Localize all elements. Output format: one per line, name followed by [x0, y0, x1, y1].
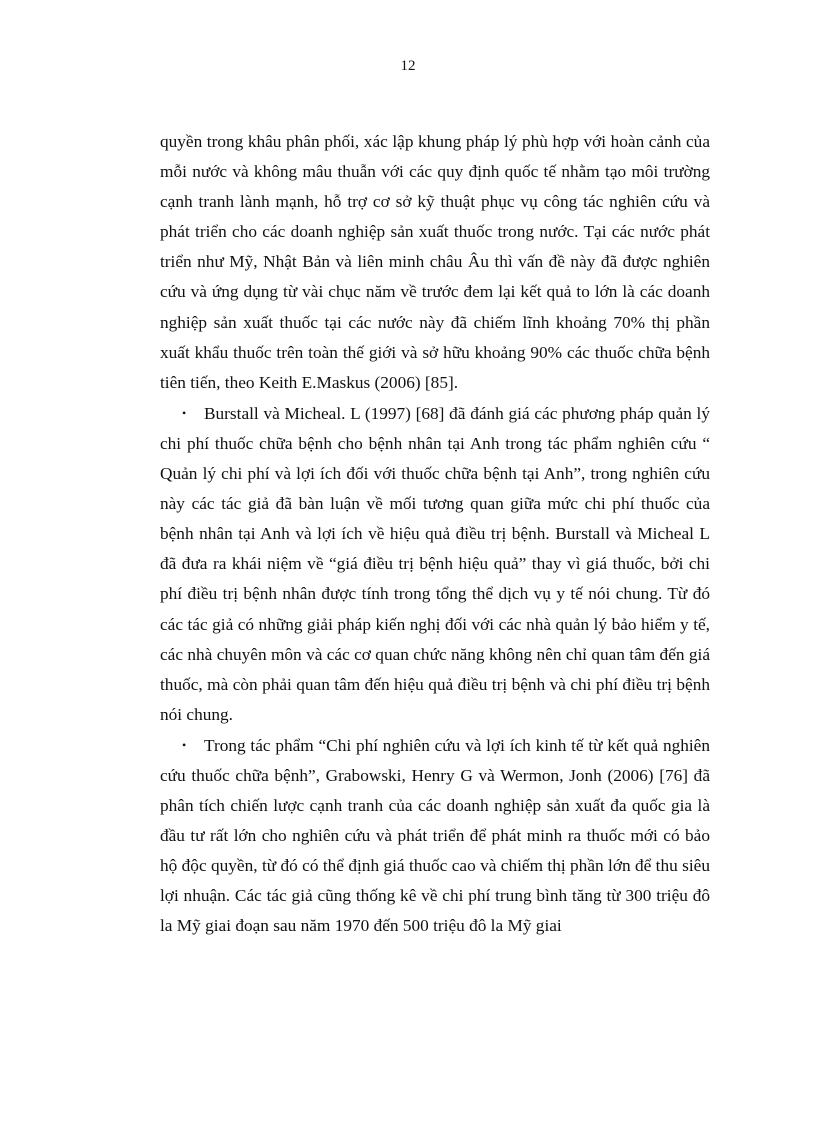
bullet-text: Trong tác phẩm “Chi phí nghiên cứu và lợi ích kinh tế từ kết quả nghiên cứu thuốc chữa bệnh”, Grabowski, Henry G và Wermon, Jonh (2006) [76] đã phân tích chiến lược cạnh tranh của các doanh nghiệp sản xuất đa quốc gia là đầu tư rất lớn cho nghiên cứu và phát triển để phát minh ra thuốc mới có bảo hộ độc quyền, từ đó có thể định giá thuốc cao và chiếm thị phần lớn để thu siêu lợi nhuận. Các tác giả cũng thống kê về chi phí trung bình tăng từ 300 triệu đô la Mỹ giai đoạn sau năm 1970 đến 500 triệu đô la Mỹ giai: [160, 735, 710, 936]
bullet-icon: •: [182, 405, 187, 420]
bullet-item-burstall: [160, 398, 710, 730]
page-body: [160, 127, 710, 942]
page-number: 12: [400, 58, 416, 74]
intro-paragraph: quyền trong khâu phân phối, xác lập khung pháp lý phù hợp với hoàn cảnh của mỗi nước và không mâu thuẫn với các quy định quốc tế nhằm tạo môi trường cạnh tranh lành mạnh, hỗ trợ cơ sở kỹ thuật phục vụ công tác nghiên cứu và phát triển cho các doanh nghiệp sản xuất thuốc trong nước. Tại các nước phát triển như Mỹ, Nhật Bản và liên minh châu Âu thì vấn đề này đã được nghiên cứu và ứng dụng từ vài chục năm về trước đem lại kết quả to lớn là các doanh nghiệp sản xuất thuốc tại các nước này đã chiếm lĩnh khoảng 70% thị phần xuất khẩu thuốc trên toàn thế giới và sở hữu khoảng 90% các thuốc chữa bệnh tiên tiến, theo Keith E.Maskus (2006) [85].: [160, 132, 710, 392]
bullet-item-grabowski: [160, 730, 710, 942]
bullet-text: Burstall và Micheal. L (1997) [68] đã đánh giá các phương pháp quản lý chi phí thuốc chữa bệnh cho bệnh nhân tại Anh trong tác phẩm nghiên cứu “ Quản lý chi phí và lợi ích đối với thuốc chữa bệnh tại Anh”, trong nghiên cứu này các tác giả đã bàn luận về mối tương quan giữa mức chi phí thuốc của bệnh nhân tại Anh và lợi ích về hiệu quả điều trị bệnh. Burstall và Micheal L đã đưa ra khái niệm về “giá điều trị bệnh hiệu quả” thay vì giá thuốc, bởi chi phí điều trị bệnh nhân được tính trong tổng thể dịch vụ y tế nói chung. Từ đó các tác giả có những giải pháp kiến nghị đối với các nhà quản lý bảo hiểm y tế, các nhà chuyên môn và các cơ quan chức năng không nên chỉ quan tâm đến giá thuốc, mà còn phải quan tâm đến hiệu quả điều trị bệnh và chi phí điều trị bệnh nói chung.: [160, 403, 710, 724]
bullet-icon: •: [182, 737, 187, 752]
